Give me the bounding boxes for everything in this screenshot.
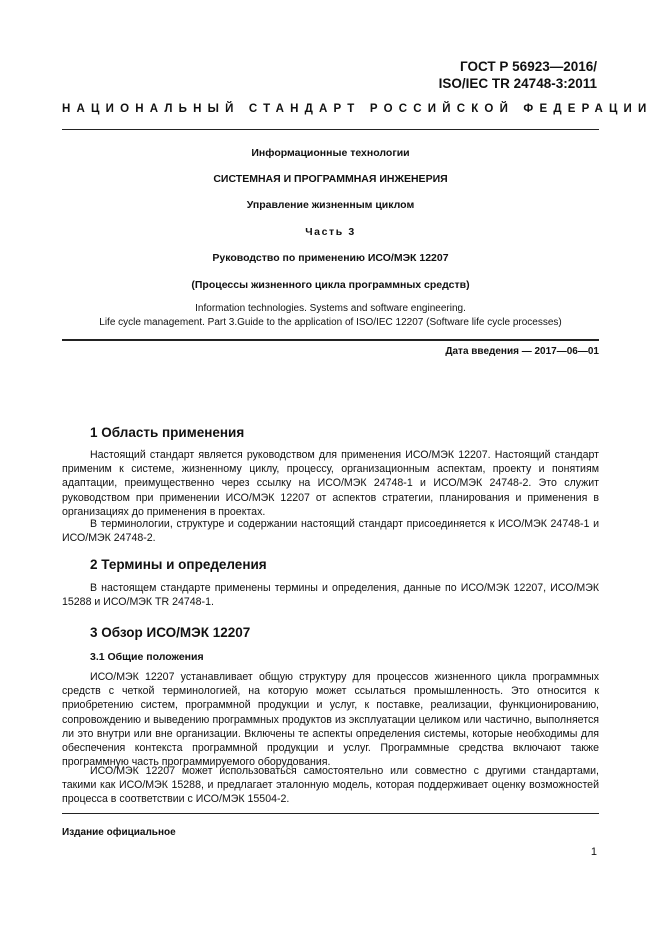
section-3-1-title: 3.1 Общие положения: [90, 651, 204, 663]
title-line-3: Управление жизненным циклом: [246, 199, 415, 211]
title-line-2: СИСТЕМНАЯ И ПРОГРАММНАЯ ИНЖЕНЕРИЯ: [213, 173, 448, 185]
title-line-5: Руководство по применению ИСО/МЭК 12207: [212, 252, 449, 264]
section-1-title: 1 Область применения: [90, 425, 245, 440]
national-standard-heading: НАЦИОНАЛЬНЫЙ СТАНДАРТ РОССИЙСКОЙ ФЕДЕРАЦИИ: [62, 103, 653, 115]
edition-label: Издание официальное: [62, 827, 176, 838]
footer-divider: [62, 813, 599, 814]
header-divider: [62, 129, 599, 130]
title-line-4: Часть 3: [305, 226, 356, 238]
title-line-6: (Процессы жизненного цикла программных средств): [191, 279, 470, 291]
intro-date: Дата введения — 2017—06—01: [445, 346, 599, 357]
english-title-line1: Information technologies. Systems and software engineering.: [195, 303, 466, 314]
standard-code-line1: ГОСТ Р 56923—2016/: [460, 59, 597, 74]
section-2-paragraph-1: В настоящем стандарте применены термины и определения, данные по ИСО/МЭК 12207, ИСО/МЭК 15288 и ИСО/МЭК TR 24748-1.: [62, 582, 599, 609]
section-3-1-paragraph-2: ИСО/МЭК 12207 может использоваться самостоятельно или совместно с другими стандартами, такими как ИСО/МЭК 15288, и предлагает эталонную модель, которая поддерживает оценку возможностей процесса в соответствии с ИСО/МЭК 15504-2.: [62, 765, 599, 806]
section-1-paragraph-2: В терминологии, структуре и содержании настоящий стандарт присоединяется к ИСО/МЭК 24748-1 и ИСО/МЭК 24748-2.: [62, 518, 599, 545]
standard-code-line2: ISO/IEC TR 24748-3:2011: [438, 76, 597, 91]
section-1-paragraph-1: Настоящий стандарт является руководством для применения ИСО/МЭК 12207. Настоящий стандарт применим к системе, жизненному циклу, процессу, организационным аспектам, проекту и понятиям адаптации, преимущественно через ссылку на ИСО/МЭК 24748-1 и ИСО/МЭК 24748-2. Это служит руководством при применении ИСО/МЭК 12207 от аспектов стратегии, планирования и применения в организациях до применения в проектах.: [62, 449, 599, 518]
title-line-1: Информационные технологии: [251, 147, 410, 159]
section-3-title: 3 Обзор ИСО/МЭК 12207: [90, 625, 251, 640]
standard-code: [439, 58, 597, 92]
title-divider: [62, 339, 599, 341]
section-3-1-paragraph-1: ИСО/МЭК 12207 устанавливает общую структуру для процессов жизненного цикла программных средств с четкой терминологией, на которую может ссылаться промышленность. Это относится к приобретению систем, программной продукции и услуг, к поставке, реализации, функционированию, сопровождению и выведению программных продуктов из эксплуатации целиком или частично, выполняется ли это внутри или вне организации. Включены те аспекты определения системы, которые необходимы для обеспечения контекста программной продукции и услуг. Программные средства включают также программную часть программируемого оборудования.: [62, 671, 599, 769]
section-2-title: 2 Термины и определения: [90, 557, 267, 572]
english-title-line2: Life cycle management. Part 3.Guide to the application of ISO/IEC 12207 (Software life cycle processes): [99, 317, 562, 328]
english-title: [62, 302, 599, 330]
page-number: 1: [590, 846, 597, 858]
